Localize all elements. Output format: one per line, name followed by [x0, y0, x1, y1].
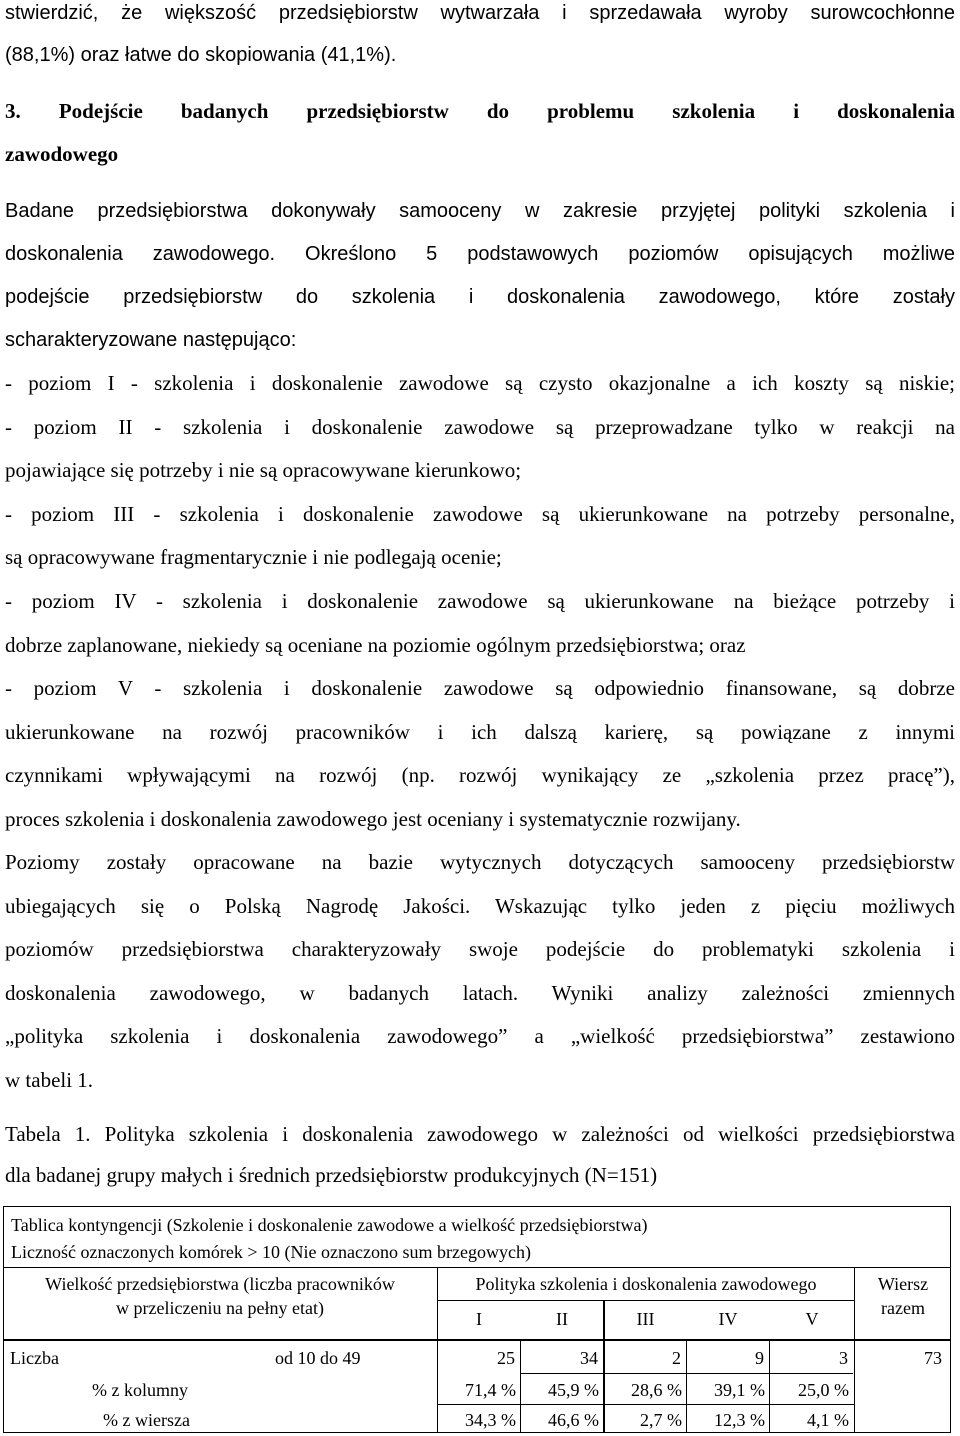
table-caption: dla badanej grupy małych i średnich przedsiębiorstw produkcyjnych (N=151): [5, 1163, 658, 1187]
text-line: ukierunkowane na rozwój pracowników i ich dalszą karierę, są powiązane z innymi: [5, 720, 955, 744]
level-header-iv: IV: [718, 1309, 738, 1329]
row-total-header: razem: [881, 1298, 925, 1318]
table-cell: 71,4 %: [465, 1380, 516, 1400]
table-cell: 39,1 %: [714, 1380, 765, 1400]
text-line: Badane przedsiębiorstwa dokonywały samooceny w zakresie przyjętej polityki szkolenia i: [5, 200, 955, 222]
text-line: pojawiające się potrzeby i nie są opracowywane kierunkowo;: [5, 458, 522, 482]
table-cell: 34: [580, 1348, 598, 1368]
table-rule: [854, 1340, 855, 1433]
list-item: - poziom II - szkolenia i doskonalenie zawodowe są przeprowadzane tylko w reakcji na: [5, 415, 955, 439]
table-cell: 4,1 %: [807, 1410, 849, 1430]
table-cell: 46,6 %: [548, 1410, 599, 1430]
text-line: scharakteryzowane następująco:: [5, 329, 297, 351]
level-header-iii: III: [636, 1309, 655, 1329]
table-caption: Tabela 1. Polityka szkolenia i doskonalenia zawodowego w zależności od wielkości przedsiębiorstwa: [5, 1122, 955, 1146]
text-line: „polityka szkolenia i doskonalenia zawodowego” a „wielkość przedsiębiorstwa” zestawiono: [5, 1024, 955, 1048]
list-item: - poziom III - szkolenia i doskonalenie zawodowe są ukierunkowane na potrzeby personalne,: [5, 502, 955, 526]
text-line: ubiegających się o Polską Nagrodę Jakości. Wskazując tylko jeden z pięciu możliwych: [5, 894, 955, 918]
text-line: stwierdzić, że większość przedsiębiorstw wytwarzała i sprzedawała wyroby surowcochłonne: [5, 2, 955, 24]
table-cell: 9: [755, 1348, 764, 1368]
text-line: (88,1%) oraz łatwe do skopiowania (41,1%).: [5, 44, 397, 66]
policy-column-header: Polityka szkolenia i doskonalenia zawodowego: [475, 1274, 817, 1294]
row-label: % z kolumny: [92, 1380, 188, 1400]
table-rule: [854, 1267, 855, 1340]
table-rule: [520, 1373, 853, 1374]
table-cell: 2: [672, 1348, 681, 1368]
level-header-v: V: [805, 1309, 819, 1329]
table-cell: 12,3 %: [714, 1410, 765, 1430]
text-line: czynnikami wpływającymi na rozwój (np. rozwój wynikający ze „szkolenia przez pracę”),: [5, 763, 955, 787]
table-rule: [3, 1339, 951, 1341]
row-label: Liczba: [10, 1348, 59, 1368]
section-heading: zawodowego: [5, 142, 119, 166]
row-category: od 10 do 49: [275, 1348, 361, 1368]
row-label: % z wiersza: [103, 1410, 190, 1430]
text-line: poziomów przedsiębiorstwa charakteryzowały swoje podejście do problematyki szkolenia i: [5, 937, 955, 961]
text-line: w tabeli 1.: [5, 1068, 94, 1092]
text-line: dobrze zaplanowane, niekiedy są oceniane na poziomie ogólnym przedsiębiorstwa; oraz: [5, 633, 746, 657]
table-cell: 3: [839, 1348, 848, 1368]
table-cell: 25,0 %: [798, 1380, 849, 1400]
text-line: proces szkolenia i doskonalenia zawodowego jest oceniany i systematycznie rozwijany.: [5, 807, 741, 831]
table-cell: 2,7 %: [640, 1410, 682, 1430]
text-line: podejście przedsiębiorstw do szkolenia i doskonalenia zawodowego, które zostały: [5, 286, 955, 308]
list-item: - poziom I - szkolenia i doskonalenie zawodowe są czysto okazjonalne a ich koszty są niskie;: [5, 371, 955, 395]
table-cell: 34,3 %: [465, 1410, 516, 1430]
table-rule: [437, 1404, 854, 1405]
row-total-header: Wiersz: [877, 1274, 929, 1294]
list-item: - poziom IV - szkolenia i doskonalenie zawodowe są ukierunkowane na bieżące potrzeby i: [5, 589, 955, 613]
text-line: doskonalenia zawodowego, w badanych latach. Wyniki analizy zależności zmiennych: [5, 981, 955, 1005]
table-cell: 25: [497, 1348, 515, 1368]
size-column-header: Wielkość przedsiębiorstwa (liczba pracowników: [45, 1274, 395, 1294]
table-rule: [437, 1300, 854, 1301]
text-line: Poziomy zostały opracowane na bazie wytycznych dotyczących samooceny przedsiębiorstw: [5, 850, 955, 874]
text-line: są opracowywane fragmentarycznie i nie podlegają ocenie;: [5, 545, 502, 569]
level-header-ii: II: [556, 1309, 568, 1329]
table-title: Tablica kontyngencji (Szkolenie i doskonalenie zawodowe a wielkość przedsiębiorstwa): [11, 1215, 648, 1235]
table-cell: 45,9 %: [548, 1380, 599, 1400]
section-heading: 3. Podejście badanych przedsiębiorstw do problemu szkolenia i doskonalenia: [5, 99, 955, 123]
table-cell: 28,6 %: [631, 1380, 682, 1400]
row-total-cell: 73: [924, 1348, 942, 1368]
text-line: doskonalenia zawodowego. Określono 5 podstawowych poziomów opisujących możliwe: [5, 243, 955, 265]
table-note: Liczność oznaczonych komórek > 10 (Nie oznaczono sum brzegowych): [11, 1242, 531, 1262]
list-item: - poziom V - szkolenia i doskonalenie zawodowe są odpowiednio finansowane, są dobrze: [5, 676, 955, 700]
level-header-i: I: [476, 1309, 482, 1329]
table-rule: [3, 1267, 951, 1268]
size-column-header: w przeliczeniu na pełny etat): [116, 1298, 324, 1318]
